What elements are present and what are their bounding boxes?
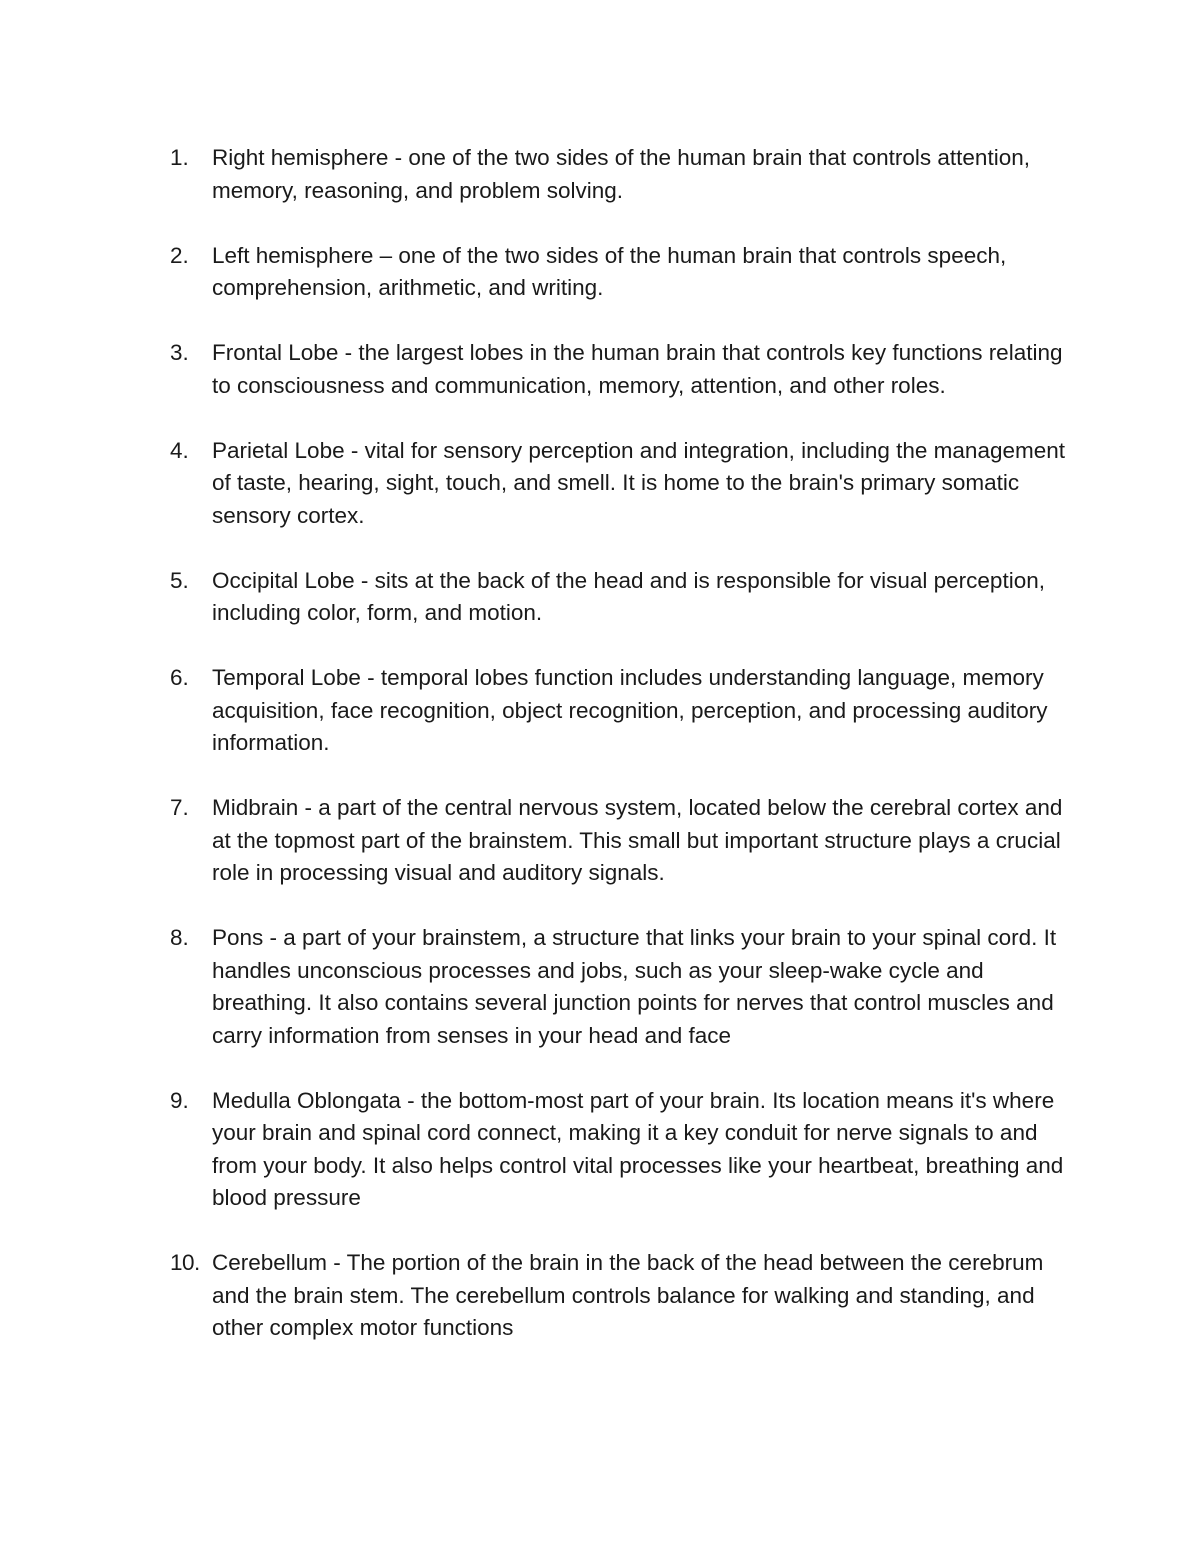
list-item-text: Temporal Lobe - temporal lobes function includes understanding language, memory acquisition, face recognition, object recognition, perception, and processing auditory information. — [212, 665, 1048, 755]
list-item-number: 7. — [170, 795, 189, 820]
list-item-number: 5. — [170, 567, 189, 593]
list-item-number: 3. — [170, 340, 189, 365]
list-item-text: Pons - a part of your brainstem, a structure that links your brain to your spinal cord. It handles unconscious processes and jobs, such as your sleep-wake cycle and breathing. It also contains several junction points for nerves that control muscles and carry information from senses in your head and face — [212, 925, 1057, 1048]
list-item-text: Left hemisphere – one of the two sides of the human brain that controls speech, comprehension, arithmetic, and writing. — [212, 242, 1007, 300]
list-item — [170, 662, 1070, 760]
list-item — [170, 565, 1070, 630]
list-item — [170, 792, 1070, 890]
numbered-list — [170, 142, 1070, 1345]
list-item — [170, 1085, 1070, 1215]
list-item-text: Frontal Lobe - the largest lobes in the human brain that controls key functions relating to consciousness and communication, memory, attention, and other roles. — [212, 340, 1063, 398]
list-item-text: Right hemisphere - one of the two sides of the human brain that controls attention, memory, reasoning, and problem solving. — [212, 145, 1030, 203]
list-item — [170, 240, 1070, 305]
list-item-text: Parietal Lobe - vital for sensory perception and integration, including the management of taste, hearing, sight, touch, and smell. It is home to the brain's primary somatic sensory cortex. — [212, 437, 1066, 528]
list-item — [170, 337, 1070, 402]
list-item-number: 6. — [170, 665, 189, 690]
list-item — [170, 1247, 1070, 1345]
list-item-number: 8. — [170, 925, 189, 950]
list-item-number: 10. — [170, 1250, 200, 1275]
list-item-number: 4. — [170, 437, 189, 463]
list-item-text: Cerebellum - The portion of the brain in the back of the head between the cerebrum and the brain stem. The cerebellum controls balance for walking and standing, and other complex motor functions — [212, 1250, 1044, 1340]
list-item-number: 1. — [170, 145, 189, 170]
list-item-text: Occipital Lobe - sits at the back of the head and is responsible for visual perception, including color, form, and motion. — [212, 567, 1045, 625]
list-item-text: Medulla Oblongata - the bottom-most part of your brain. Its location means it's where your brain and spinal cord connect, making it a key conduit for nerve signals to and from your body. It also helps control vital processes like your heartbeat, breathing and blood pressure — [212, 1087, 1064, 1210]
list-item — [170, 435, 1070, 533]
list-item — [170, 142, 1070, 207]
list-item-number: 9. — [170, 1087, 189, 1113]
list-item-number: 2. — [170, 242, 189, 268]
list-item — [170, 922, 1070, 1052]
list-item-text: Midbrain - a part of the central nervous system, located below the cerebral cortex and at the topmost part of the brainstem. This small but important structure plays a crucial role in processing visual and auditory signals. — [212, 795, 1063, 885]
